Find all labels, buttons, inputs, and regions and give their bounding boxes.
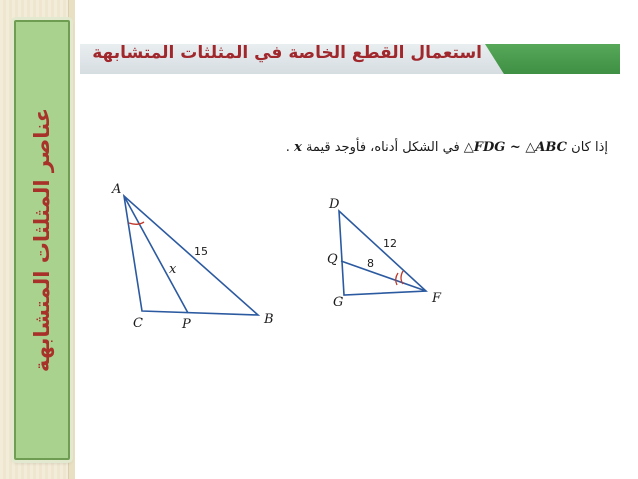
label-point-q: Q (327, 252, 338, 267)
label-vertex-c: C (133, 316, 143, 331)
example-badge (485, 44, 620, 74)
similar-triangles-figure (100, 175, 460, 345)
similarity-statement: △FDG ~ △ABC (463, 140, 568, 155)
triangle-dfg (327, 197, 442, 310)
label-side-ab: 15 (194, 245, 208, 258)
problem-text-2: في الشكل أدناه، فأوجد قيمة (301, 140, 464, 155)
label-side-df: 12 (383, 237, 397, 250)
unknown-variable: x (294, 140, 302, 155)
label-vertex-d: D (329, 197, 340, 212)
label-vertex-f: F (432, 291, 442, 306)
lesson-title: استعمال القطع الخاصة في المثلثات المتشابهة (92, 43, 482, 63)
problem-text-1: إذا كان (567, 140, 608, 155)
segment-fq (341, 261, 426, 291)
label-point-p: P (182, 317, 191, 332)
angle-mark-f-inner (396, 273, 398, 285)
label-segment-ap: x (169, 262, 177, 277)
angle-mark-a (129, 222, 144, 224)
label-vertex-a: A (112, 182, 122, 197)
label-segment-fq: 8 (367, 257, 374, 270)
example-badge-label: مثال 1 (559, 4, 616, 24)
problem-statement (286, 140, 608, 155)
sidebar-label: عناصر المثلثات المتشابهة (30, 107, 54, 373)
label-vertex-b: B (264, 312, 274, 327)
label-vertex-g: G (333, 295, 344, 310)
triangle-abc (111, 182, 274, 332)
triangle-dfg-outline (339, 211, 426, 295)
triangle-abc-outline (124, 196, 258, 315)
problem-text-end: . (285, 140, 295, 155)
sidebar-tab (14, 20, 70, 460)
